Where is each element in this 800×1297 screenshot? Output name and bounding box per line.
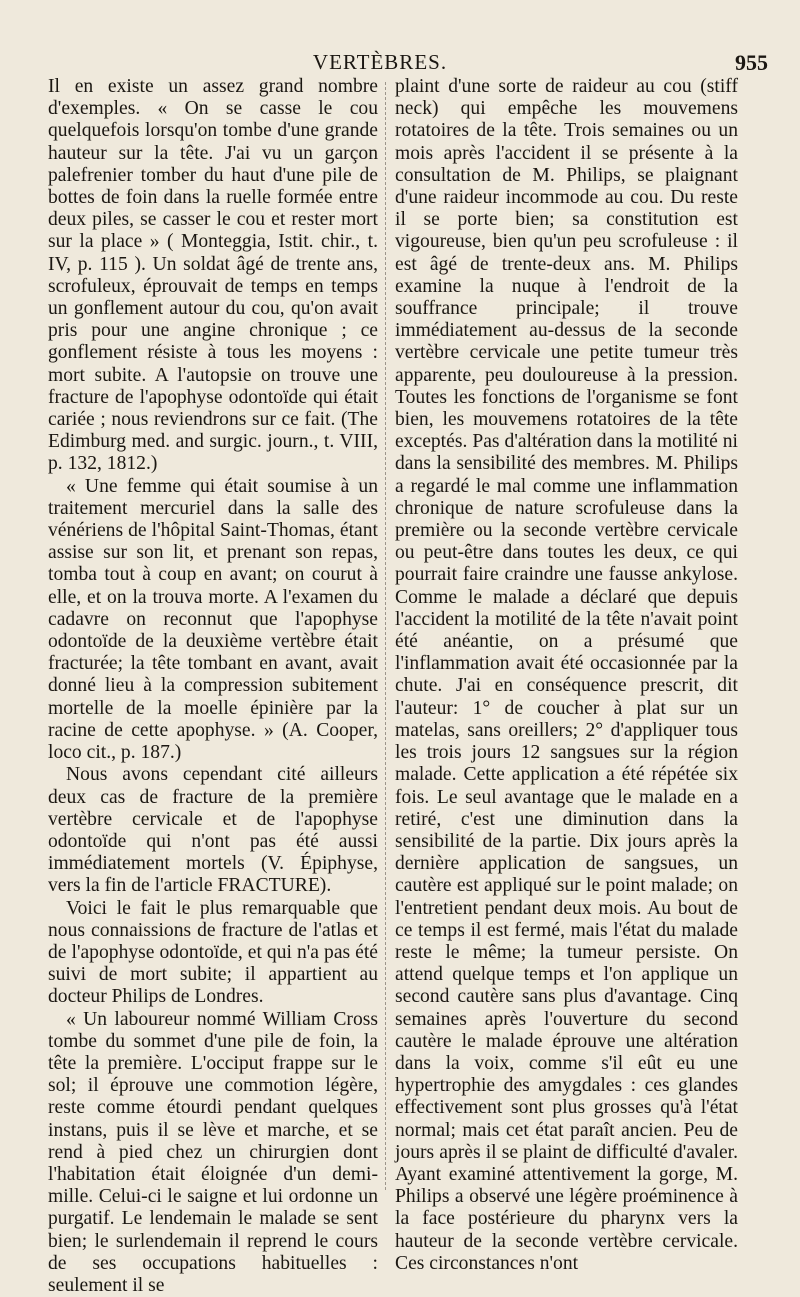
paragraph: Voici le fait le plus remarquable que nous connaissions de fracture de l'atlas et de l'apophyse odontoïde, et qui n'a pas été suivi de mort subite; il appartient au docteur Philips de Londres. <box>48 897 378 1008</box>
running-header-title: VERTÈBRES. <box>312 50 448 74</box>
column-divider <box>385 82 387 1190</box>
right-column <box>395 76 738 1275</box>
paragraph: plaint d'une sorte de raideur au cou (stiff neck) qui empêche les mouvemens rotatoires de la tête. Trois semaines ou un mois après l'accident il se présente à la consultation de M. Philips, se plaignant d'une raideur incommode au cou. Du reste il se porte bien; sa constitution est vigoureuse, bien qu'un peu scrofuleuse : il est âgé de trente-deux ans. M. Philips examine la nuque à l'endroit de la souffrance principale; il trouve immédiatement au-dessus de la seconde vertèbre cervicale une petite tumeur très apparente, peu douloureuse à la pression. Toutes les fonctions de l'organisme se font bien, les mouvemens rotatoires de la tête exceptés. Pas d'altération dans la motilité ni dans la sensibilité des membres. M. Philips a regardé le mal comme une inflammation chronique de nature scrofuleuse dans la première ou la seconde vertèbre cervicale ou peut-être dans toutes les deux, ce qui pourrait faire craindre une fausse ankylose. Comme le malade a déclaré que depuis l'accident la motilité de la tête n'avait point été anéantie, on a présumé que l'inflammation avait été occasionnée par la chute. J'ai en conséquence prescrit, dit l'auteur: 1° de coucher à plat sur un matelas, sans oreillers; 2° d'appliquer tous les trois jours 12 sangsues sur la région malade. Cette application a été répétée six fois. Le seul avantage que le malade en a retiré, c'est une diminution dans la sensibilité de la partie. Dix jours après la dernière application de sangsues, un cautère est appliqué sur le point malade; on l'entretient pendant deux mois. Au bout de ce temps il est fermé, mais l'état du malade reste le même; la tumeur persiste. On attend quelque temps et l'on applique un second cautère sans plus d'avantage. Cinq semaines après l'ouverture du second cautère le malade éprouve une altération dans la voix, comme s'il eût eu une hypertrophie des amygdales : ces glandes effectivement sont plus grosses qu'à l'état normal; mais cet état paraît ancien. Peu de jours après il se plaint de difficulté d'avaler. Ayant examiné attentivement la gorge, M. Philips a observé une légère proéminence à la face postérieure du pharynx vers la hauteur de la seconde vertèbre cervicale. Ces circonstances n'ont <box>395 76 738 1274</box>
paragraph: Nous avons cependant cité ailleurs deux cas de fracture de la première vertèbre cervicale et de l'apophyse odontoïde qui n'ont pas été aussi immédiatement mortels (V. Épiphyse, vers la fin de l'article FRACTURE). <box>48 764 378 897</box>
paragraph: Il en existe un assez grand nombre d'exemples. « On se casse le cou quelquefois lorsqu'on tombe d'une grande hauteur sur la tête. J'ai vu un garçon palefrenier tomber du haut d'une pile de bottes de foin dans la ruelle formée entre deux piles, se casser le cou et rester mort sur la place » ( Monteggia, Istit. chir., t. IV, p. 115 ). Un soldat âgé de trente ans, scrofuleux, éprouvait de temps en temps un gonflement autour du cou, qu'on avait pris pour une angine chronique ; ce gonflement résiste à tous les moyens : mort subite. A l'autopsie on trouve une fracture de l'apophyse odontoïde qui était cariée ; nous reviendrons sur ce fait. (The Edimburg med. and surgic. journ., t. VIII, p. 132, 1812.) <box>48 76 378 475</box>
paragraph: « Une femme qui était soumise à un traitement mercuriel dans la salle des vénériens de l'hôpital Saint-Thomas, étant assise sur son lit, et prenant son repas, tomba tout à coup en avant; on courut à elle, et on la trouva morte. A l'examen du cadavre on reconnut que l'apophyse odontoïde de la deuxième vertèbre était fracturée; la tête tombant en avant, avait donné lieu à la compression subitement mortelle de la moelle épinière par la racine de cette apophyse. » (A. Cooper, loco cit., p. 187.) <box>48 475 378 764</box>
left-column <box>48 76 378 1297</box>
page-number: 955 <box>735 50 768 75</box>
paragraph: « Un laboureur nommé William Cross tombe du sommet d'une pile de foin, la tête la première. L'occiput frappe sur le sol; il éprouve une commotion légère, reste comme étourdi pendant quelques instans, puis il se lève et marche, et se rend à pied chez un chirurgien dont l'habitation était éloignée d'un demi-mille. Celui-ci le saigne et lui ordonne un purgatif. Le lendemain le malade se sent bien; le surlendemain il reprend le cours de ses occupations habituelles : seulement il se <box>48 1008 378 1296</box>
